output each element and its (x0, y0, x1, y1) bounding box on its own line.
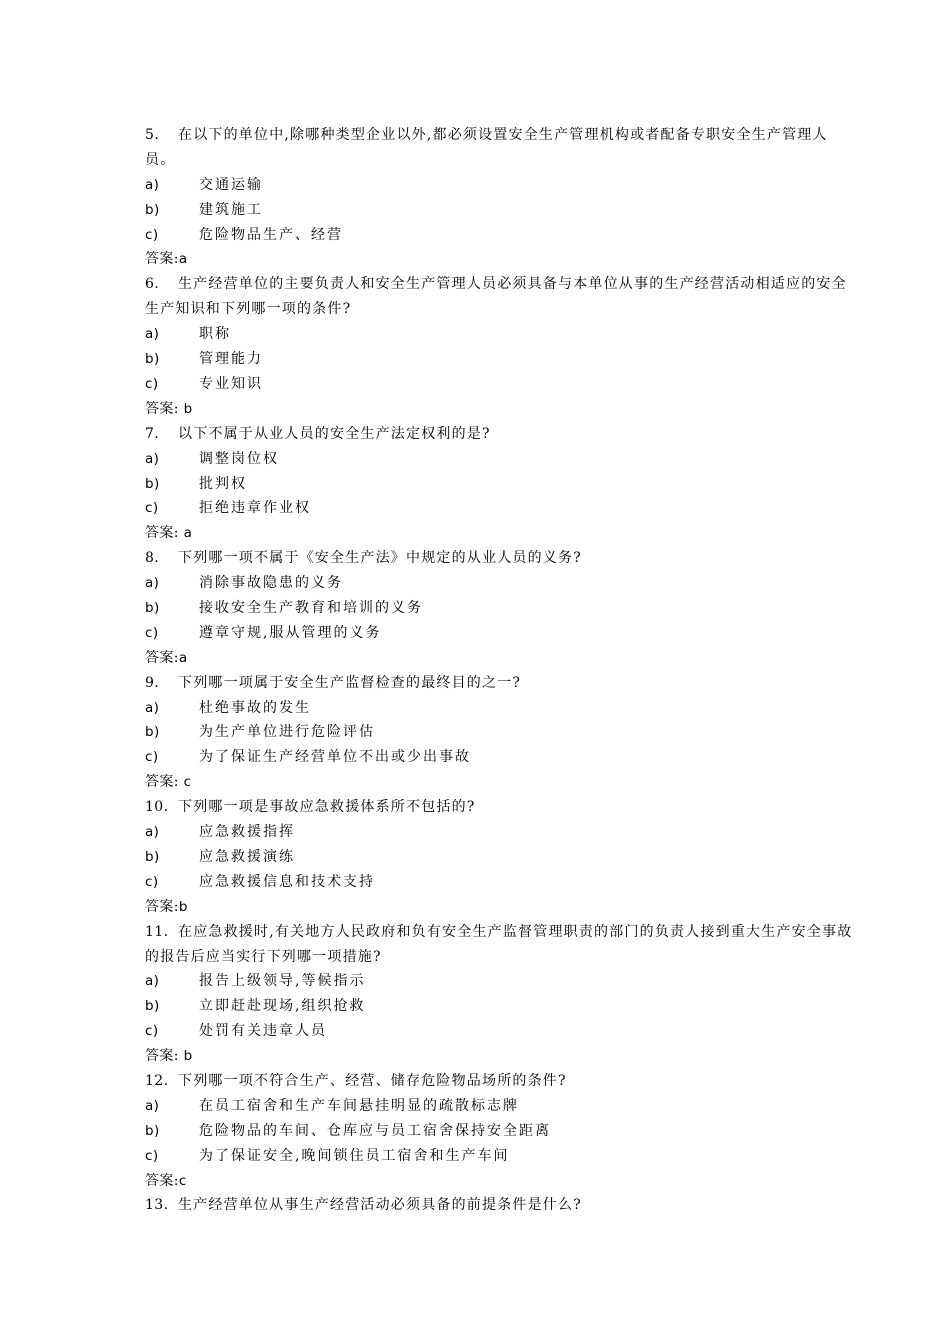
question-text (145, 123, 855, 173)
option-item (145, 845, 855, 870)
option-text: 应急救援演练 (199, 848, 295, 865)
option-text: 接收安全生产教育和培训的义务 (199, 600, 423, 617)
question-block (145, 920, 855, 1069)
answer-line (145, 770, 855, 795)
option-text: 为生产单位进行危险评估 (199, 724, 375, 741)
option-item (145, 745, 855, 770)
question-block (145, 272, 855, 421)
answer-label: 答案: (145, 525, 179, 542)
answer-value: a (178, 525, 193, 542)
answer-label: 答案: (145, 898, 179, 915)
option-text: 调整岗位权 (199, 450, 279, 467)
question-list (145, 123, 855, 1218)
question-block (145, 795, 855, 919)
option-text: 危险物品生产、经营 (199, 226, 343, 243)
option-item (145, 870, 855, 895)
question-block (145, 1069, 855, 1193)
option-item (145, 198, 855, 223)
option-item (145, 1119, 855, 1144)
question-text (145, 272, 855, 322)
option-letter: c) (145, 624, 159, 641)
option-text: 在员工宿舍和生产车间悬挂明显的疏散标志牌 (199, 1097, 519, 1114)
option-text: 处罚有关违章人员 (199, 1023, 327, 1040)
answer-line (145, 1169, 855, 1194)
question-body: 在应急救援时,有关地方人民政府和负有安全生产监督管理职责的部门的负责人接到重大生产安全事故的报告后应当实行下列哪一项措施? (145, 923, 853, 965)
answer-line (145, 521, 855, 546)
answer-line (145, 397, 855, 422)
question-block (145, 546, 855, 670)
question-text (145, 795, 855, 820)
option-text: 应急救援指挥 (199, 824, 295, 841)
option-letter: c) (145, 226, 159, 243)
option-text: 杜绝事故的发生 (199, 699, 311, 716)
answer-label: 答案: (145, 649, 179, 666)
question-text (145, 671, 855, 696)
option-text: 遵章守规,服从管理的义务 (199, 624, 382, 641)
option-letter: c) (145, 1147, 159, 1164)
answer-label: 答案: (145, 1048, 179, 1065)
option-item (145, 720, 855, 745)
option-letter: b) (145, 848, 160, 865)
option-item (145, 1094, 855, 1119)
answer-value: a (178, 251, 188, 268)
option-text: 消除事故隐患的义务 (199, 575, 343, 592)
option-text: 应急救援信息和技术支持 (199, 873, 375, 890)
question-block (145, 123, 855, 272)
option-letter: b) (145, 475, 160, 492)
question-body: 生产经营单位从事生产经营活动必须具备的前提条件是什么? (178, 1197, 582, 1214)
option-item (145, 347, 855, 372)
option-letter: a) (145, 1097, 160, 1114)
option-text: 为了保证安全,晚间锁住员工宿舍和生产车间 (199, 1147, 510, 1164)
option-letter: b) (145, 724, 160, 741)
option-item (145, 472, 855, 497)
answer-line (145, 895, 855, 920)
question-number: 11. (145, 923, 169, 940)
question-text (145, 920, 855, 970)
option-letter: a) (145, 824, 160, 841)
option-item (145, 696, 855, 721)
answer-value: c (178, 1172, 187, 1189)
option-text: 职称 (199, 326, 231, 343)
option-item (145, 994, 855, 1019)
question-body: 生产经营单位的主要负责人和安全生产管理人员必须具备与本单位从事的生产经营活动相适应的安全生产知识和下列哪一项的条件? (145, 276, 847, 318)
question-text (145, 422, 855, 447)
option-letter: c) (145, 500, 159, 517)
answer-value: b (178, 400, 193, 417)
option-text: 建筑施工 (199, 201, 263, 218)
option-item (145, 969, 855, 994)
option-text: 为了保证生产经营单位不出或少出事故 (199, 749, 471, 766)
option-text: 批判权 (199, 475, 247, 492)
answer-label: 答案: (145, 400, 179, 417)
question-number: 9. (145, 674, 160, 691)
question-body: 下列哪一项不属于《安全生产法》中规定的从业人员的义务? (178, 550, 582, 567)
question-text (145, 546, 855, 571)
answer-line (145, 646, 855, 671)
option-item (145, 621, 855, 646)
answer-value: c (178, 774, 192, 791)
question-body: 下列哪一项是事故应急救援体系所不包括的? (178, 799, 476, 816)
question-body: 下列哪一项属于安全生产监督检查的最终目的之一? (178, 674, 522, 691)
question-number: 12. (145, 1073, 169, 1089)
option-item (145, 223, 855, 248)
option-letter: b) (145, 998, 160, 1015)
option-letter: a) (145, 699, 160, 716)
option-letter: a) (145, 575, 160, 592)
question-text (145, 1193, 855, 1218)
option-item (145, 820, 855, 845)
question-number: 10. (145, 799, 169, 816)
question-number: 7. (145, 425, 160, 442)
option-letter: b) (145, 600, 160, 617)
option-letter: c) (145, 375, 159, 392)
answer-value: a (178, 649, 188, 666)
option-text: 立即赶赴现场,组织抢救 (199, 998, 366, 1015)
option-letter: c) (145, 749, 159, 766)
option-text: 危险物品的车间、仓库应与员工宿舍保持安全距离 (199, 1122, 551, 1139)
option-item (145, 447, 855, 472)
answer-line (145, 247, 855, 272)
option-letter: a) (145, 973, 160, 990)
question-number: 8. (145, 550, 160, 567)
option-letter: a) (145, 176, 160, 193)
question-text (145, 1069, 855, 1094)
question-body: 以下不属于从业人员的安全生产法定权利的是? (178, 425, 491, 442)
question-block (145, 422, 855, 546)
question-number: 6. (145, 276, 160, 293)
question-block (145, 671, 855, 795)
option-letter: b) (145, 351, 160, 368)
option-text: 交通运输 (199, 176, 263, 193)
answer-label: 答案: (145, 1172, 179, 1189)
option-item (145, 571, 855, 596)
option-text: 专业知识 (199, 375, 263, 392)
option-letter: a) (145, 450, 160, 467)
option-letter: c) (145, 1023, 159, 1040)
answer-label: 答案: (145, 774, 179, 791)
question-number: 5. (145, 127, 160, 143)
question-body: 在以下的单位中,除哪种类型企业以外,都必须设置安全生产管理机构或者配备专职安全生产管理人员。 (145, 127, 828, 168)
option-letter: a) (145, 326, 160, 343)
option-letter: b) (145, 201, 160, 218)
answer-value: b (178, 898, 188, 915)
option-text: 报告上级领导,等候指示 (199, 973, 366, 990)
question-block (145, 1193, 855, 1218)
option-text: 拒绝违章作业权 (199, 500, 311, 517)
option-text: 管理能力 (199, 351, 263, 368)
question-body: 下列哪一项不符合生产、经营、储存危险物品场所的条件? (178, 1073, 567, 1089)
option-item (145, 496, 855, 521)
option-item (145, 322, 855, 347)
option-item (145, 372, 855, 397)
option-item (145, 173, 855, 198)
answer-line (145, 1044, 855, 1069)
option-item (145, 596, 855, 621)
option-letter: b) (145, 1122, 160, 1139)
answer-label: 答案: (145, 251, 179, 268)
answer-value: b (178, 1048, 193, 1065)
option-item (145, 1019, 855, 1044)
question-number: 13. (145, 1197, 169, 1214)
option-item (145, 1144, 855, 1169)
option-letter: c) (145, 873, 159, 890)
